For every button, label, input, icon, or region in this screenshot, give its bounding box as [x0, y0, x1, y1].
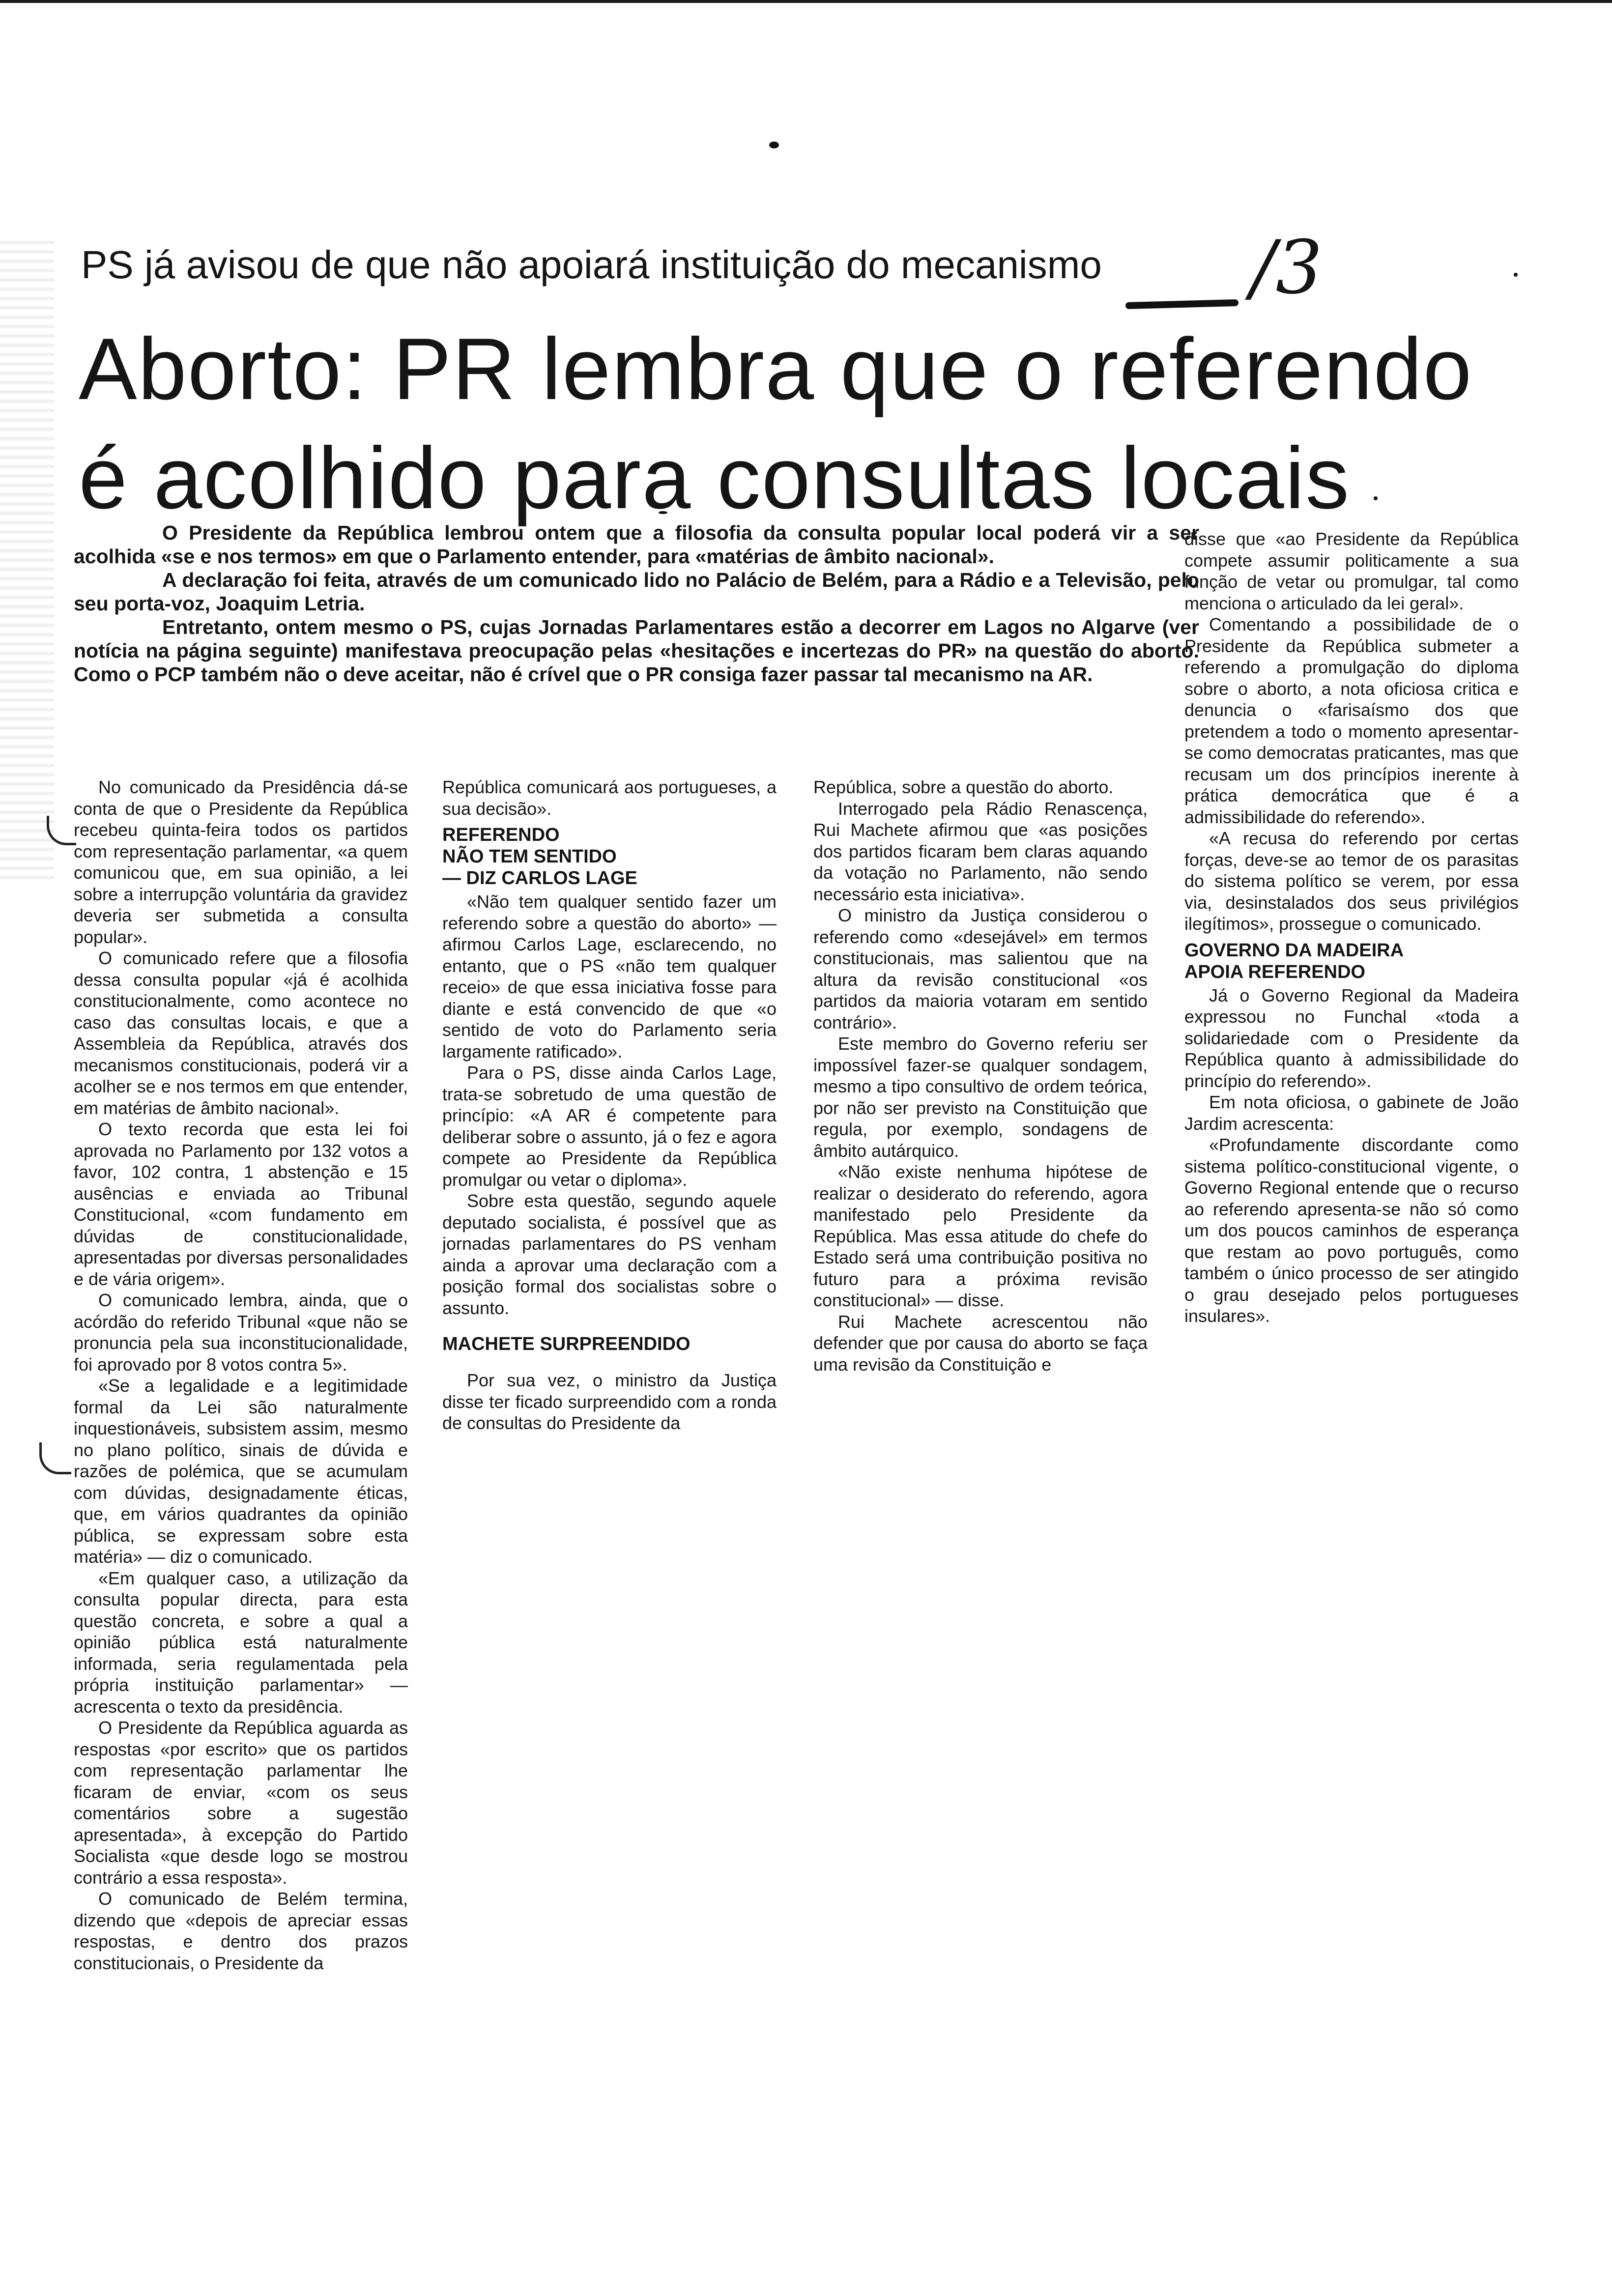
body-paragraph: O texto recorda que esta lei foi aprovada no Parlamento por 132 votos a favor, 102 contra, 1 abstenção e 15 ausências e enviada ao Tribunal Constitucional, «com fundamento em dúvidas de constitucionalidade, apresentadas por diversas personalidades e de vária origem».	[74, 1119, 408, 1289]
body-paragraph: «Se a legalidade e a legitimidade formal da Lei são naturalmente inquestionáveis, subsistem assim, mesmo no plano político, sinais de dúvida e razões de polémica, que se acumulam com dúvidas, designadamente éticas, que, em vários quadrantes da opinião pública, se expressam sobre esta matéria» — diz o comunicado.	[74, 1376, 408, 1567]
body-paragraph: Este membro do Governo referiu ser impossível fazer-se qualquer sondagem, mesmo a tipo consultivo de ordem teórica, por não ser previsto na Constituição que regula, por exemplo, sondagens de âmbito autárquico.	[813, 1033, 1148, 1161]
body-paragraph: República comunicará aos portugueses, a sua decisão».	[442, 777, 777, 819]
article-column-3	[813, 776, 1148, 1538]
body-paragraph: No comunicado da Presidência dá-se conta de que o Presidente da República recebeu quinta-feira todos os partidos com representação parlamentar, «a quem comunicou que, em sua opinião, a lei sobre a interrupção voluntária da gravidez deveria ser submetida a consulta popular».	[74, 777, 408, 947]
body-paragraph: Rui Machete acrescentou não defender que por causa do aborto se faça uma revisão da Constituição e	[813, 1311, 1148, 1375]
body-paragraph: O Presidente da República aguarda as respostas «por escrito» que os partidos com representação parlamentar lhe ficaram de enviar, «com os seus comentários sobre a sugestão apresentada», à excepção do Partido Socialista «que desde logo se mostrou contrário a essa resposta».	[74, 1718, 408, 1888]
body-paragraph: disse que «ao Presidente da República compete assumir politicamente a sua função de vetar ou promulgar, tal como menciona o articulado da lei geral».	[1184, 529, 1519, 613]
body-paragraph: Já o Governo Regional da Madeira expressou no Funchal «toda a solidariedade com o Presidente da República quanto à admissibilidade do princípio do referendo».	[1184, 985, 1519, 1091]
subheading-line: APOIA REFERENDO	[1184, 961, 1366, 982]
body-paragraph: O comunicado de Belém termina, dizendo que «depois de apreciar essas respostas, e dentro dos prazos constitucionais, o Presidente da	[74, 1889, 408, 1973]
headline-line-2: é acolhido para consultas locais	[79, 429, 1351, 527]
main-headline	[79, 315, 1473, 533]
subheading-line: NÃO TEM SENTIDO	[442, 846, 617, 867]
body-paragraph: «Profundamente discordante como sistema político-constitucional vigente, o Governo Regional entende que o recurso ao referendo apresenta-se não só como um dos poucos caminhos de esperança que restam ao povo português, como também o único processo de ser atingido o grau desejado pelos portugueses insulares».	[1184, 1135, 1519, 1326]
article-column-1	[74, 776, 408, 2256]
article-column-4	[1184, 528, 1519, 1590]
body-paragraph: Sobre esta questão, segundo aquele deputado socialista, é possível que as jornadas parlamentares do PS venham ainda a aprovar uma declaração com a posição formal dos socialistas sobre o assunto.	[442, 1191, 777, 1318]
subheading-line: GOVERNO DA MADEIRA	[1184, 940, 1404, 961]
body-paragraph: Por sua vez, o ministro da Justiça disse ter ficado surpreendido com a ronda de consultas do Presidente da	[442, 1370, 777, 1433]
subheading-line: MACHETE SURPREENDIDO	[442, 1334, 691, 1354]
body-paragraph: Comentando a possibilidade de o Presidente da República submeter a referendo a promulgação do diploma sobre o aborto, a nota oficiosa critica e denuncia o «farisaísmo dos que pretendem a todo o momento apresentar-se como democratas praticantes, mas que recusam um dos princípios inerente à prática democrática que é a admissibilidade do referendo».	[1184, 614, 1519, 827]
body-paragraph: O comunicado refere que a filosofia dessa consulta popular «já é acolhida constitucionalmente, como acontece no caso das consultas locais, e que a Assembleia da República, através dos mecanismos constitucionais, poderá vir a acolher se e nos termos em que entender, em matérias de âmbito nacional».	[74, 948, 408, 1118]
lead-paragraph: Entretanto, ontem mesmo o PS, cujas Jornadas Parlamentares estão a decorrer em Lagos no Algarve (ver notícia na página seguinte) manifestava preocupação pelas «hesitações e incertezas do PR» na questão do aborto. Como o PCP também não o deve aceitar, não é crível que o PR consiga fazer passar tal mecanismo na AR.	[74, 616, 1199, 686]
body-paragraph: Para o PS, disse ainda Carlos Lage, trata-se sobretudo de uma questão de princípio: «A AR é competente para deliberar sobre o assunto, já o fez e agora compete ao Presidente da República promulgar ou vetar o diploma».	[442, 1062, 777, 1190]
subheading-referendo	[442, 824, 777, 889]
body-paragraph: Em nota oficiosa, o gabinete de João Jardim acrescenta:	[1184, 1092, 1519, 1134]
subheading-line: — DIZ CARLOS LAGE	[442, 868, 637, 889]
top-border-rule	[0, 0, 1612, 3]
handwritten-underline	[1125, 299, 1238, 309]
lead-paragraphs	[74, 521, 1199, 686]
lead-paragraph: A declaração foi feita, através de um comunicado lido no Palácio de Belém, para a Rádio e a Televisão, pelo seu porta-voz, Joaquim Letria.	[74, 569, 1199, 615]
scan-speck	[769, 142, 779, 148]
handwritten-margin-mark	[39, 1442, 71, 1474]
scan-speck	[1514, 273, 1518, 277]
body-paragraph: «Não existe nenhuma hipótese de realizar o desiderato do referendo, agora manifestado pelo Presidente da República. Mas essa atitude do chefe do Estado será uma contribuição positiva no futuro para a próxima revisão constitucional» — disse.	[813, 1162, 1148, 1310]
article-column-2	[442, 776, 777, 1514]
body-paragraph: O ministro da Justiça considerou o referendo como «desejável» em termos constitucionais, mas salientou que na altura da revisão constitucional «os partidos da maioria votaram em sentido contrário».	[813, 905, 1148, 1033]
subheading-line: REFERENDO	[442, 825, 560, 845]
body-paragraph: Interrogado pela Rádio Renascença, Rui Machete afirmou que «as posições dos partidos ficaram bem claras aquando da votação no Parlamento, não sendo necessário esta iniciativa».	[813, 798, 1148, 904]
handwritten-page-annotation: /3	[1251, 225, 1323, 311]
lead-paragraph: O Presidente da República lembrou ontem que a filosofia da consulta popular local poderá vir a ser acolhida «se e nos termos» em que o Parlamento entender, para «matérias de âmbito nacional».	[74, 521, 1199, 568]
subheading-machete	[442, 1333, 777, 1355]
body-paragraph: «Não tem qualquer sentido fazer um referendo sobre a questão do aborto» — afirmou Carlos Lage, esclarecendo, no entanto, que o PS «não tem qualquer receio» de que essa iniciativa fosse para diante e está convencido de que «o sentido de voto do Parlamento seria largamente ratificado».	[442, 891, 777, 1062]
body-paragraph: «A recusa do referendo por certas forças, deve-se ao temor de os parasitas do sistema político se verem, por essa via, desinstalados dos seus privilégios ilegítimos», prossegue o comunicado.	[1184, 828, 1519, 934]
subheading-madeira	[1184, 940, 1519, 983]
kicker-headline: PS já avisou de que não apoiará instituição do mecanismo	[81, 243, 1102, 287]
headline-line-1: Aborto: PR lembra que o referendo	[79, 320, 1473, 418]
body-paragraph: O comunicado lembra, ainda, que o acórdão do referido Tribunal «que não se pronuncia pela sua inconstitucionalidade, foi aprovado por 8 votos contra 5».	[74, 1290, 408, 1375]
body-paragraph: República, sobre a questão do aborto.	[813, 777, 1114, 797]
scan-margin-noise	[0, 241, 54, 880]
body-paragraph: «Em qualquer caso, a utilização da consulta popular directa, para esta questão concreta, e sobre a qual a opinião pública está naturalmente informada, seria regulamentada pela própria instituição parlamentar» — acrescenta o texto da presidência.	[74, 1568, 408, 1717]
